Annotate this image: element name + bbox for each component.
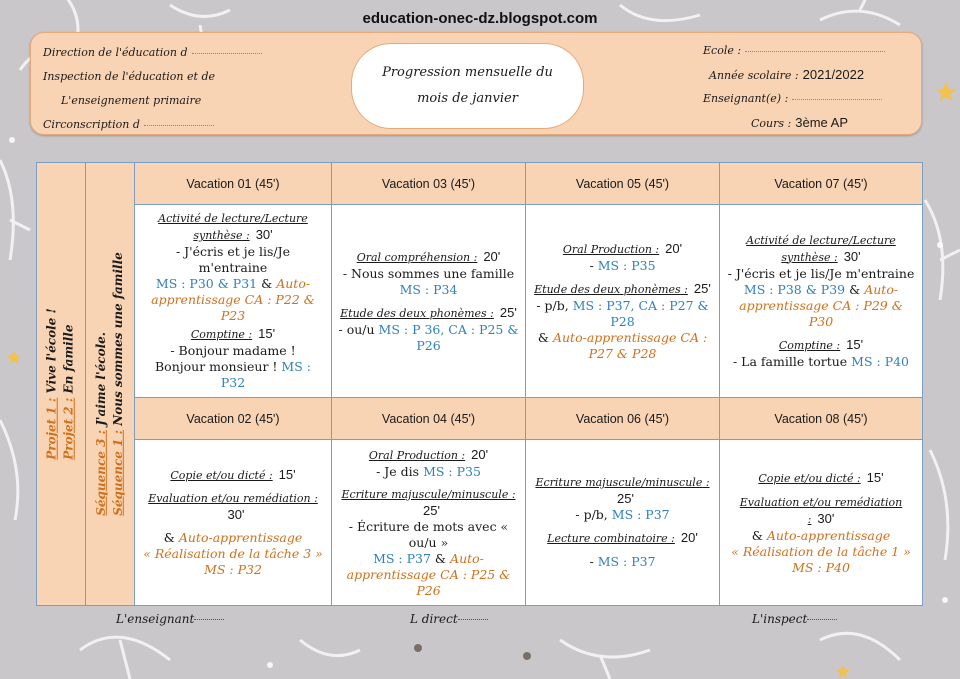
vacation-header-04: Vacation 04 (45') [332,398,526,440]
auto-apprentissage-ref: Auto-apprentissage CA : P22 & P23 [151,276,315,323]
activity-title: Oral Production : [368,448,466,462]
seq3-value: J'aime l'école. [94,332,109,426]
vacation-cell-07 [720,205,922,398]
site-url: education-onec-dz.blogspot.com [362,10,598,27]
sequences-column [86,163,135,605]
ampersand: & [434,550,447,566]
lesson-text: - ou/u [338,321,375,337]
ecole-label: Ecole : [703,44,742,57]
vacation-header-02: Vacation 02 (45') [135,398,332,440]
lesson-text: - Écriture de mots avec « ou/u » [348,518,509,550]
lesson-text: - Bonjour madame ! [170,343,296,358]
signature-director [410,612,488,626]
ampersand: & [751,527,763,543]
vacation-cell-08 [720,440,922,605]
vacation-cell-06 [526,440,720,605]
activity-title: Activité de lecture/Lecture [158,212,308,225]
duration: 15' [258,326,276,341]
progression-table [36,162,923,606]
duration: 20' [471,446,489,462]
duration: 20' [665,240,683,256]
activity-title: Oral Production : [562,242,660,256]
signature-director-label: L direct [410,612,458,626]
lesson-text: - [589,554,594,569]
document-title-box [351,43,584,129]
projects-column [37,163,86,605]
vacation-cell-01 [135,205,332,398]
enseignant-label: Enseignant(e) : [703,92,789,105]
lesson-text: - [589,257,594,273]
signature-inspector-label: L'inspect [752,612,808,626]
ampersand: & [163,530,175,545]
duration: 25' [617,491,634,506]
lesson-text: - Je dis [376,463,420,479]
ampersand: & [537,329,549,345]
projet1-label: Projet 1 : [45,397,59,460]
activity-title: Comptine : [190,328,253,341]
auto-apprentissage-ref: « Réalisation de la tâche 3 » MS : P32 [143,546,323,577]
auto-apprentissage-ref: Auto-apprentissage [766,527,891,543]
lesson-text: - La famille tortue [732,353,848,369]
document-title-line2: mois de janvier [417,91,518,106]
ms-reference: MS : P38 & P39 [743,281,846,297]
activity-title: Etude des deux phonèmes : [534,282,688,296]
document-title-line1: Progression mensuelle du [382,65,553,80]
ms-reference: MS : P37 [597,554,656,569]
duration: 25' [693,280,711,296]
ms-reference: MS : P35 [597,257,656,273]
vacations-grid [135,163,922,605]
auto-apprentissage-ref: Auto-apprentissage [178,530,303,545]
activity-title: Copie et/ou dicté : [758,471,861,485]
vacation-header-01: Vacation 01 (45') [135,163,332,205]
duration: 20' [483,248,501,264]
seq1-value: Nous sommes une famille [111,252,126,426]
vacation-cell-05 [526,205,720,398]
signature-inspector [752,612,837,626]
annee-label: Année scolaire : [709,68,799,82]
vacation-header-07: Vacation 07 (45') [720,163,922,205]
cours-label: Cours : [751,116,792,130]
lesson-text: - p/b, [536,297,569,313]
duration: 15' [846,336,864,352]
ms-reference: MS : P37 [373,550,431,566]
ms-reference: MS : P37 [611,507,670,522]
ms-reference: MS : P30 & P31 [155,276,258,291]
document-header [30,32,922,135]
ms-reference: MS : P34 [399,281,458,297]
vacation-header-08: Vacation 08 (45') [720,398,922,440]
activity-title: Oral compréhension : [356,250,478,264]
ampersand: & [849,281,861,297]
ms-reference: MS : P 36, CA : P25 & P26 [378,321,519,353]
ms-reference: MS : P32 [220,359,311,390]
activity-title: Ecriture majuscule/minuscule : [341,487,516,501]
activity-title: synthèse : [781,250,838,264]
activity-title: Activité de lecture/Lecture [746,233,896,247]
activity-title: Evaluation et/ou remédiation : [148,492,318,505]
activity-title: Etude des deux phonèmes : [340,306,494,320]
cours-value: 3ème AP [795,114,848,130]
header-administration [43,41,262,137]
auto-apprentissage-ref: « Réalisation de la tâche 1 » MS : P40 [731,543,911,575]
duration: 25' [499,304,517,320]
direction-label: Direction de l'éducation d [43,46,188,59]
ms-reference: MS : P35 [423,463,481,479]
vacation-header-03: Vacation 03 (45') [332,163,526,205]
auto-apprentissage-ref: Auto-apprentissage CA : P25 & P26 [346,550,511,598]
ampersand: & [261,276,273,291]
duration: 30' [227,507,245,522]
lesson-text: - Nous sommes une famille [342,265,515,281]
duration: 25' [423,502,440,518]
seq3-label: Séquence 3 : [94,429,109,516]
duration: 15' [278,467,296,482]
vacation-cell-02 [135,440,332,605]
seq1-label: Séquence 1 : [111,429,126,516]
activity-title: Ecriture majuscule/minuscule : [535,476,710,489]
activity-title: Evaluation et/ou remédiation : [739,495,903,526]
vacation-header-05: Vacation 05 (45') [526,163,720,205]
projet2-value: En famille [62,324,76,394]
activity-title: synthèse : [193,229,250,242]
signature-teacher-label: L'enseignant [116,612,195,626]
vacation-cell-04 [332,440,526,605]
signature-teacher [116,612,224,626]
circonscription-label: Circonscription d [43,118,140,131]
duration: 15' [866,469,884,485]
lesson-text: - p/b, [575,507,608,522]
annee-value: 2021/2022 [802,66,865,82]
vacation-header-06: Vacation 06 (45') [526,398,720,440]
duration: 30' [843,248,861,264]
lesson-text: - J'écris et je lis/Je m'entraine [727,265,915,281]
projet1-value: Vive l'école ! [45,308,59,394]
auto-apprentissage-ref: Auto-apprentissage CA : P29 & P30 [739,281,903,329]
duration: 30' [255,227,273,242]
activity-title: Copie et/ou dicté : [170,469,273,482]
duration: 20' [680,530,698,545]
lesson-text: - J'écris et je lis/Je m'entraine [175,244,291,275]
ms-reference: MS : P37, CA : P27 & P28 [572,297,709,329]
activity-title: Lecture combinatoire : [547,532,675,545]
lesson-text: Bonjour monsieur ! [155,359,278,374]
activity-title: Comptine : [778,338,841,352]
auto-apprentissage-ref: Auto-apprentissage CA : P27 & P28 [552,329,708,361]
ms-reference: MS : P40 [851,353,910,369]
vacation-cell-03 [332,205,526,398]
header-school-info [703,39,885,135]
inspection-label: Inspection de l'éducation et de [43,70,215,83]
projet2-label: Projet 2 : [62,397,76,460]
duration: 30' [817,510,835,526]
enseignement-label: L'enseignement primaire [61,94,202,107]
